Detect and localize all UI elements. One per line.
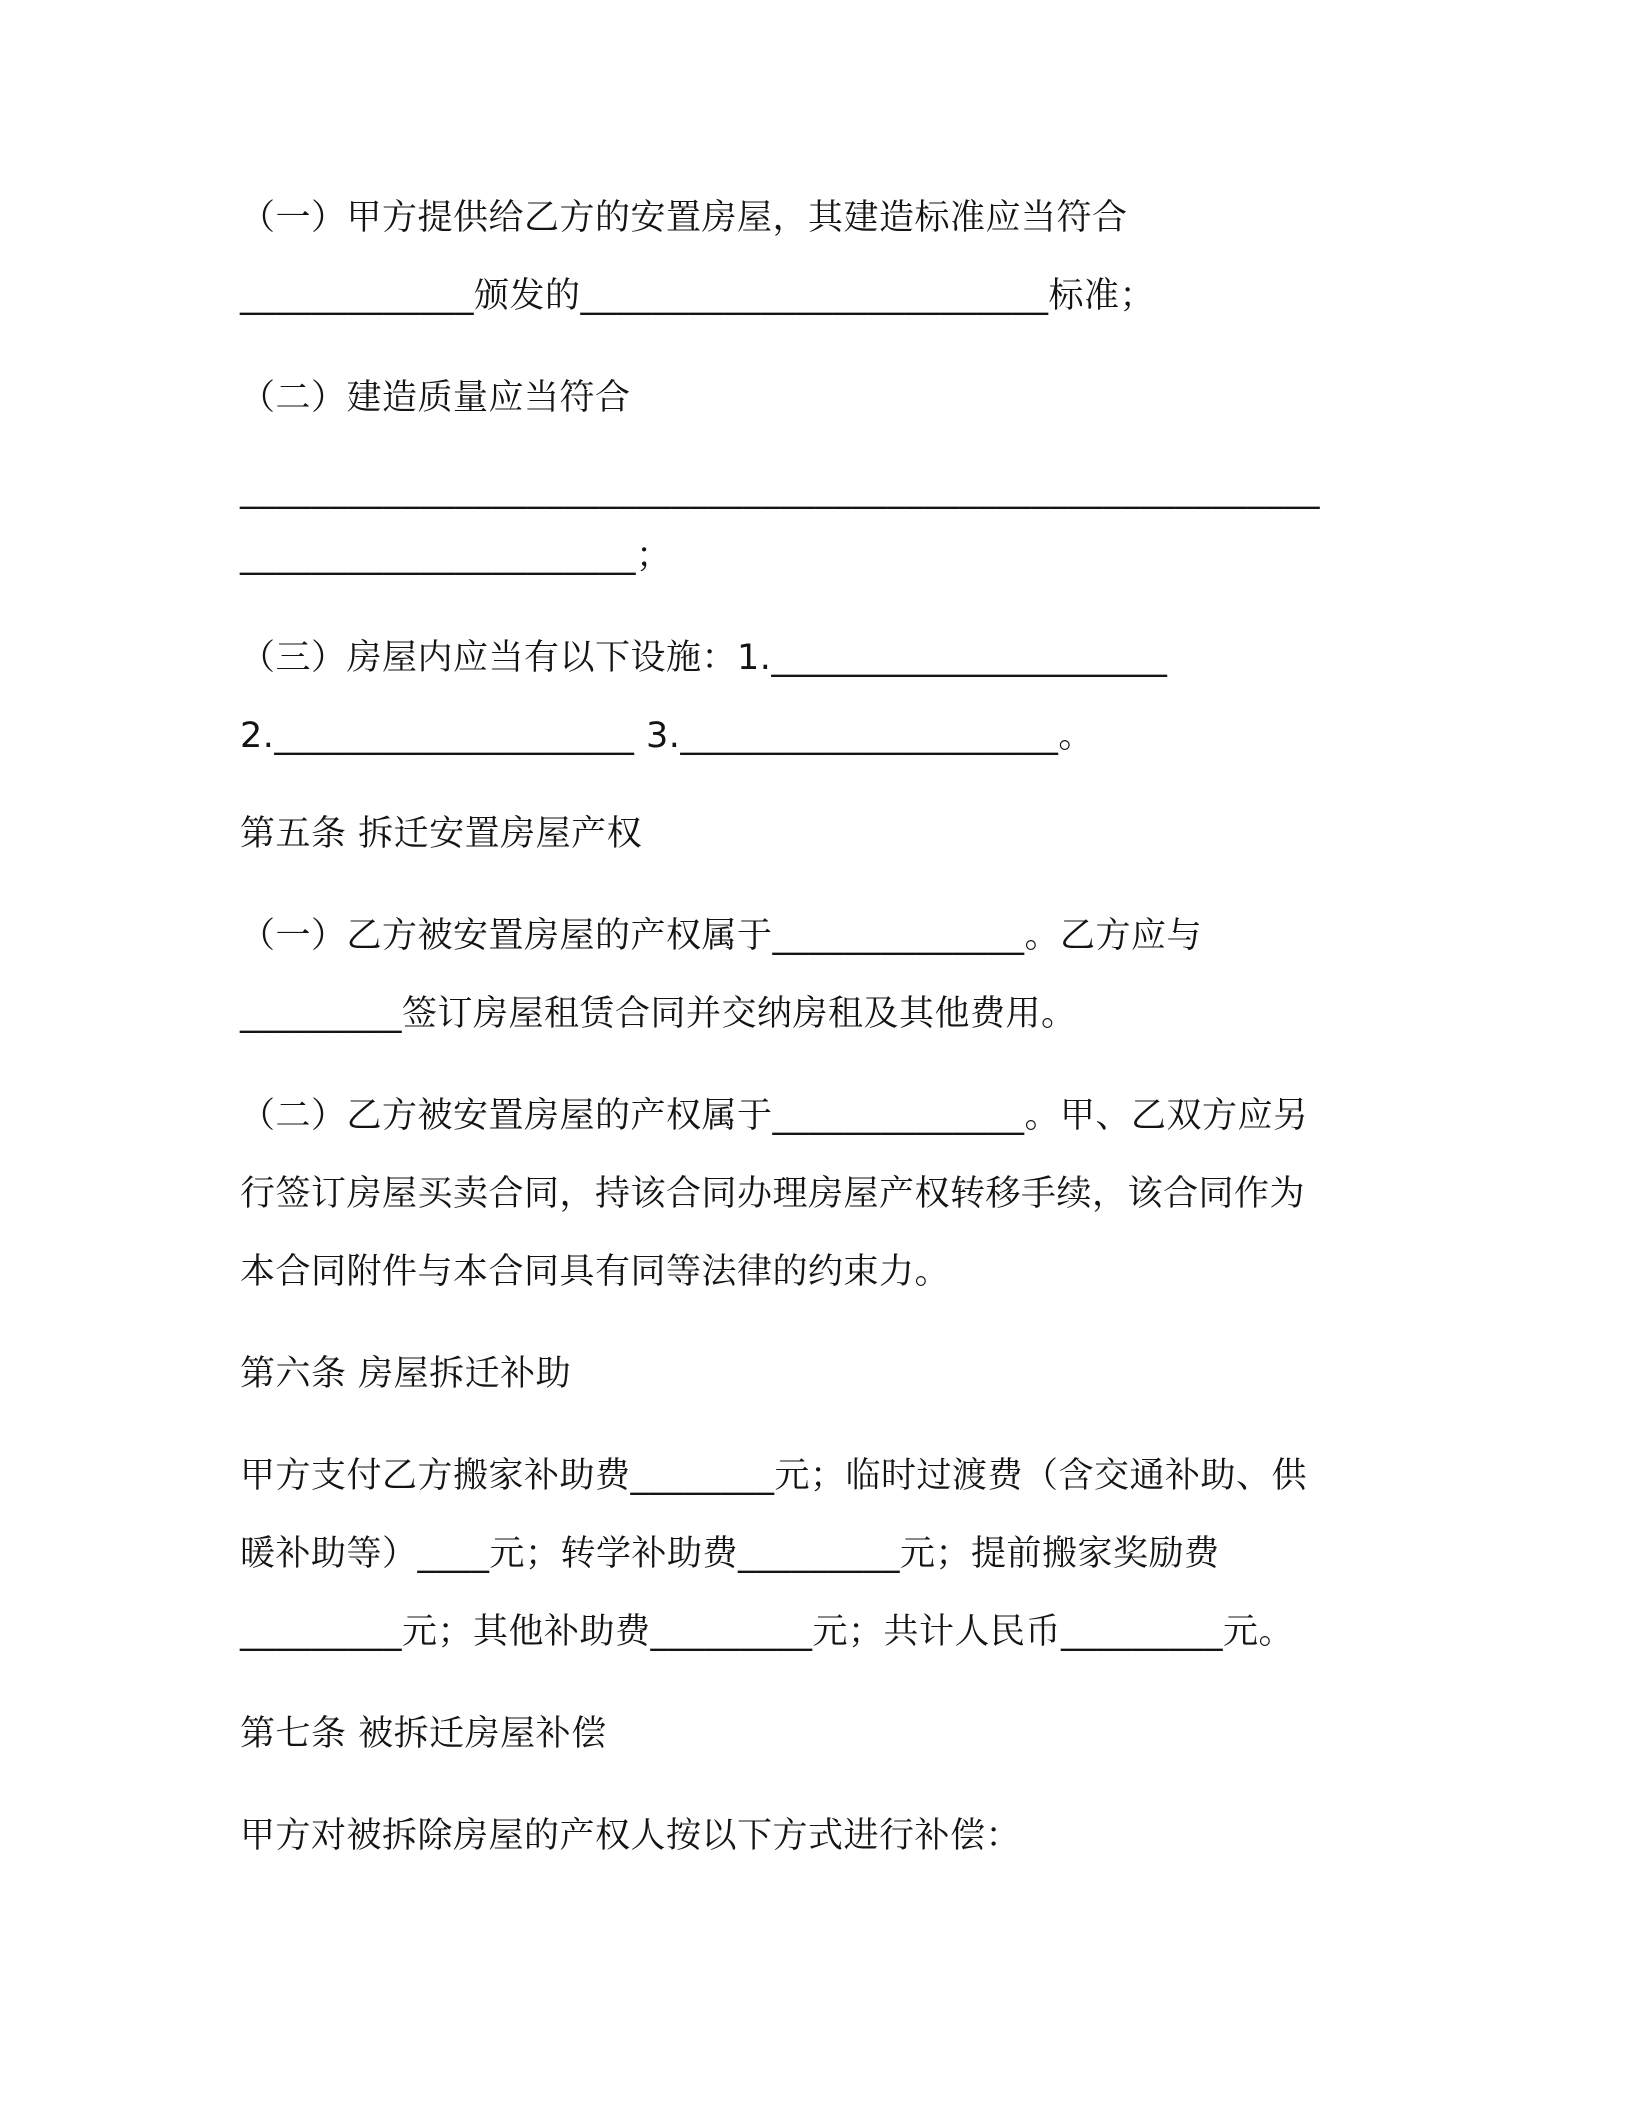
clause-5-heading: 第五条 拆迁安置房屋产权	[240, 814, 643, 854]
clause-7-heading: 第七条 被拆迁房屋补偿	[240, 1714, 607, 1754]
clause-6-heading: 第六条 房屋拆迁补助	[240, 1354, 572, 1394]
clause-5-item-2-line-3: 本合同附件与本合同具有同等法律的约束力。	[240, 1252, 951, 1292]
clause-4-item-2-line-1: （二）建造质量应当符合	[240, 378, 631, 418]
clause-6-body-line-1: 甲方支付乙方搬家补助费________元；临时过渡费（含交通补助、供	[240, 1456, 1308, 1496]
clause-5-item-2-line-2: 行签订房屋买卖合同，持该合同办理房屋产权转移手续，该合同作为	[240, 1174, 1306, 1214]
clause-6-body-line-2: 暖补助等）____元；转学补助费_________元；提前搬家奖励费	[240, 1534, 1220, 1574]
clause-7-body-line-1: 甲方对被拆除房屋的产权人按以下方式进行补偿：	[240, 1816, 1022, 1856]
clause-4-item-3-line-1: （三）房屋内应当有以下设施：1.______________________	[240, 638, 1168, 678]
clause-4-item-3-line-2: 2.____________________ 3._____________________。	[240, 716, 1094, 756]
clause-5-item-2-line-1: （二）乙方被安置房屋的产权属于______________。甲、乙双方应另	[240, 1096, 1309, 1136]
clause-5-item-1-line-2: _________签订房屋租赁合同并交纳房租及其他费用。	[240, 994, 1077, 1034]
clause-4-item-1-line-2: _____________颁发的__________________________标准；	[240, 276, 1156, 316]
clause-5-item-1-line-1: （一）乙方被安置房屋的产权属于______________。乙方应与	[240, 916, 1203, 956]
clause-4-item-2-line-2: ____________________________________________________________	[240, 470, 1320, 510]
clause-4-item-2-line-3: ______________________；	[240, 536, 672, 576]
clause-4-item-1-line-1: （一）甲方提供给乙方的安置房屋，其建造标准应当符合	[240, 198, 1128, 238]
clause-6-body-line-3: _________元；其他补助费_________元；共计人民币_________元。	[240, 1612, 1295, 1652]
